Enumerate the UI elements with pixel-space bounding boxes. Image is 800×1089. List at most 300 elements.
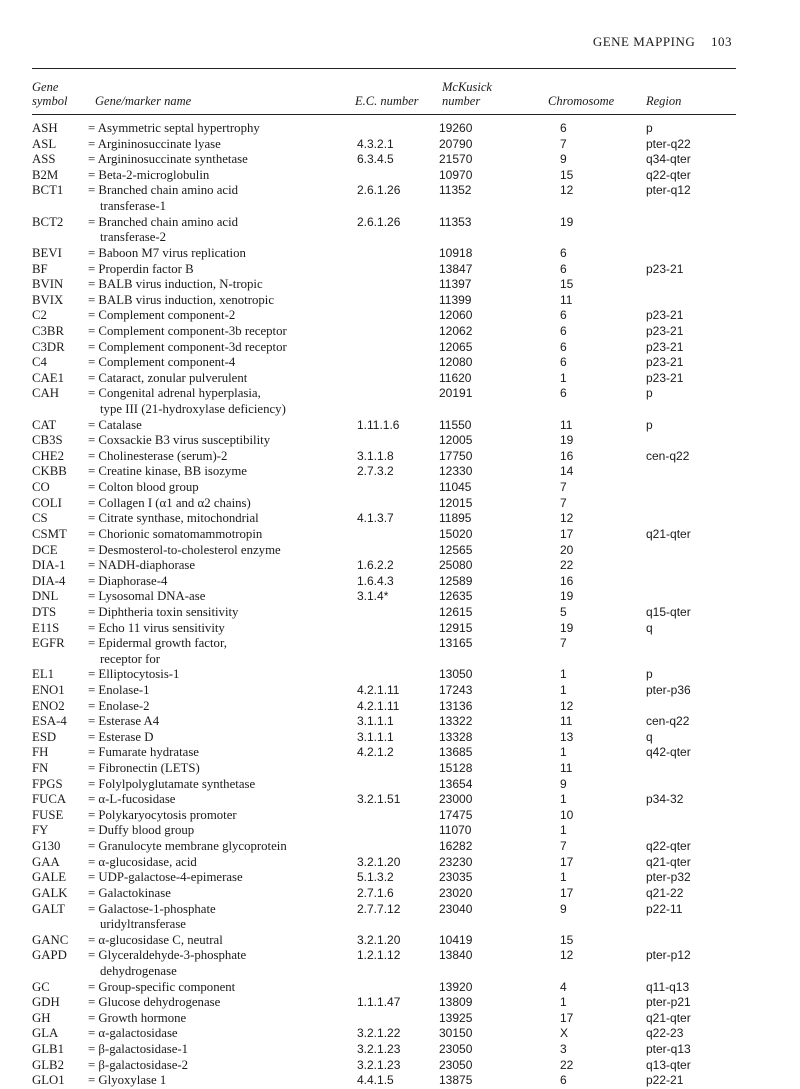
gene-name <box>88 496 251 512</box>
table-row <box>32 433 752 449</box>
gene-symbol: BEVI <box>32 245 62 260</box>
table-row <box>32 418 752 434</box>
chromosome: 1 <box>560 683 567 697</box>
region: q21-qter <box>646 1010 691 1025</box>
mckusick-number: 23040 <box>439 901 473 916</box>
gene-name-line1: = Beta-2-microglobulin <box>88 167 210 182</box>
table-row <box>32 527 752 543</box>
gene-name-line1: = Folylpolyglutamate synthetase <box>88 776 256 791</box>
gene-symbol: CHE2 <box>32 448 64 463</box>
gene-name-line1: = Esterase D <box>88 729 154 744</box>
gene-name-line1: = Chorionic somatomammotropin <box>88 526 263 541</box>
gene-symbol: GLB2 <box>32 1057 64 1072</box>
chromosome: 17 <box>560 1010 574 1025</box>
header-gene-symbol-line2: symbol <box>32 94 68 108</box>
mckusick-number: 13050 <box>439 667 473 682</box>
gene-symbol: CKBB <box>32 464 67 479</box>
gene-name-line1: = Colton blood group <box>88 480 199 495</box>
gene-name-line1: = Fibronectin (LETS) <box>88 761 200 776</box>
gene-name <box>88 886 171 902</box>
table-row <box>32 777 752 793</box>
gene-name <box>88 386 286 417</box>
gene-name <box>88 1011 186 1027</box>
gene-name-line1: = Glucose dehydrogenase <box>88 995 221 1010</box>
region: p23-21 <box>646 339 684 354</box>
gene-name <box>88 449 227 465</box>
header-ec-number: E.C. number <box>355 94 419 108</box>
gene-symbol: FUCA <box>32 792 67 807</box>
gene-symbol: EGFR <box>32 636 65 651</box>
chromosome: 17 <box>560 854 574 869</box>
gene-name-line1: = Diphtheria toxin sensitivity <box>88 604 239 619</box>
gene-name-line1: = Polykaryocytosis promoter <box>88 807 237 822</box>
gene-name <box>88 262 194 278</box>
gene-symbol: GALT <box>32 901 65 916</box>
gene-name <box>88 980 235 996</box>
chromosome: 12 <box>560 698 574 713</box>
gene-symbol: DIA-4 <box>32 573 66 588</box>
table-row <box>32 699 752 715</box>
mckusick-number: 10970 <box>439 167 473 182</box>
running-head <box>593 34 732 50</box>
region: q42-qter <box>646 745 691 760</box>
gene-symbol: GLA <box>32 1026 59 1041</box>
region: cen-q22 <box>646 714 690 729</box>
gene-symbol: DNL <box>32 589 59 604</box>
chromosome: 19 <box>560 589 574 604</box>
region: pter-p32 <box>646 870 691 885</box>
region: q15-qter <box>646 604 691 619</box>
gene-name-line1: = α-glucosidase C, neutral <box>88 932 223 947</box>
region: q21-22 <box>646 885 684 900</box>
mckusick-number: 13875 <box>439 1073 473 1088</box>
table-row <box>32 324 752 340</box>
table-row <box>32 558 752 574</box>
gene-name-line1: = β-galactosidase-1 <box>88 1042 189 1057</box>
table-row <box>32 386 752 417</box>
table-row <box>32 933 752 949</box>
ec-number: 2.7.3.2 <box>357 464 394 479</box>
chromosome: 11 <box>560 761 573 776</box>
mckusick-number: 23230 <box>439 854 473 869</box>
gene-symbol: CAH <box>32 386 60 401</box>
gene-table-body <box>32 121 752 1089</box>
mckusick-number: 15128 <box>439 761 473 776</box>
gene-name <box>88 714 159 730</box>
gene-name-line2: transferase-1 <box>100 199 167 214</box>
gene-name-line1: = α-galactosidase <box>88 1026 178 1041</box>
chromosome: 7 <box>560 839 567 854</box>
gene-name <box>88 480 199 496</box>
chromosome: 1 <box>560 745 567 760</box>
gene-symbol: CS <box>32 511 48 526</box>
ec-number: 4.2.1.11 <box>357 698 400 713</box>
chromosome: 6 <box>560 386 567 401</box>
chromosome: 15 <box>560 277 574 292</box>
mckusick-number: 23020 <box>439 885 473 900</box>
region: p34-32 <box>646 792 684 807</box>
gene-name <box>88 511 259 527</box>
gene-symbol: CAT <box>32 417 57 432</box>
gene-name <box>88 137 221 153</box>
gene-symbol: DIA-1 <box>32 558 66 573</box>
table-top-rule <box>32 68 736 69</box>
gene-symbol: BF <box>32 261 48 276</box>
gene-name <box>88 277 263 293</box>
gene-name <box>88 558 195 574</box>
ec-number: 2.6.1.26 <box>357 183 401 198</box>
mckusick-number: 13328 <box>439 729 473 744</box>
ec-number: 6.3.4.5 <box>357 152 394 167</box>
gene-name-line1: = Elliptocytosis-1 <box>88 667 180 682</box>
gene-name-line1: = Lysosomal DNA-ase <box>88 589 206 604</box>
ec-number: 2.7.7.12 <box>357 901 401 916</box>
chromosome: 1 <box>560 823 567 838</box>
chromosome: 1 <box>560 870 567 885</box>
gene-name <box>88 215 238 246</box>
ec-number: 3.1.1.8 <box>357 448 394 463</box>
mckusick-number: 13685 <box>439 745 473 760</box>
table-row <box>32 293 752 309</box>
chromosome: 9 <box>560 901 567 916</box>
mckusick-number: 17750 <box>439 448 473 463</box>
gene-name-line1: = Asymmetric septal hypertrophy <box>88 121 260 135</box>
page-number: 103 <box>711 34 732 49</box>
table-row <box>32 792 752 808</box>
gene-name-line2: uridyltransferase <box>100 917 186 932</box>
table-row <box>32 870 752 886</box>
chromosome: 9 <box>560 776 567 791</box>
table-row <box>32 1058 752 1074</box>
table-row <box>32 605 752 621</box>
gene-name <box>88 621 225 637</box>
mckusick-number: 20790 <box>439 136 473 151</box>
gene-symbol: CB3S <box>32 433 63 448</box>
header-region: Region <box>646 94 682 108</box>
chromosome: X <box>560 1026 569 1041</box>
gene-name-line1: = Group-specific component <box>88 979 236 994</box>
region: pter-p36 <box>646 683 691 697</box>
gene-symbol: CAE1 <box>32 370 64 385</box>
gene-name-line1: = BALB virus induction, N-tropic <box>88 277 263 292</box>
chromosome: 6 <box>560 355 567 370</box>
mckusick-number: 13654 <box>439 776 473 791</box>
table-row <box>32 730 752 746</box>
region: q21-qter <box>646 854 691 869</box>
mckusick-number: 16282 <box>439 839 473 854</box>
region: p22-21 <box>646 1073 684 1088</box>
gene-name-line1: = Complement component-4 <box>88 355 236 370</box>
gene-name <box>88 418 142 434</box>
region: q11-q13 <box>646 979 690 994</box>
gene-name <box>88 574 167 590</box>
gene-name-line1: = α-L-fucosidase <box>88 792 176 807</box>
mckusick-number: 11353 <box>439 214 472 229</box>
gene-symbol: BCT2 <box>32 214 64 229</box>
ec-number: 2.7.1.6 <box>357 885 394 900</box>
table-row <box>32 121 752 137</box>
ec-number: 3.2.1.20 <box>357 932 401 947</box>
table-row <box>32 277 752 293</box>
ec-number: 3.2.1.20 <box>357 854 401 869</box>
table-row <box>32 371 752 387</box>
ec-number: 1.11.1.6 <box>357 417 400 432</box>
gene-name-line1: = Coxsackie B3 virus susceptibility <box>88 433 271 448</box>
chromosome: 22 <box>560 1057 574 1072</box>
gene-name-line1: = Creatine kinase, BB isozyme <box>88 464 247 479</box>
gene-name <box>88 730 154 746</box>
gene-name-line1: = BALB virus induction, xenotropic <box>88 292 274 307</box>
header-mckusick-line2: number <box>442 94 481 108</box>
chromosome: 7 <box>560 480 567 495</box>
gene-name-line1: = Esterase A4 <box>88 714 160 729</box>
gene-symbol: FUSE <box>32 807 64 822</box>
gene-name-line2: dehydrogenase <box>100 964 177 978</box>
mckusick-number: 12065 <box>439 339 473 354</box>
gene-name-line1: = Enolase-1 <box>88 683 150 697</box>
chromosome: 12 <box>560 511 574 526</box>
chromosome: 7 <box>560 136 567 151</box>
table-row <box>32 714 752 730</box>
ec-number: 1.2.1.12 <box>357 948 401 963</box>
gene-name <box>88 995 220 1011</box>
mckusick-number: 12080 <box>439 355 473 370</box>
table-row <box>32 621 752 637</box>
chromosome: 4 <box>560 979 567 994</box>
gene-symbol: C3DR <box>32 339 65 354</box>
table-row <box>32 215 752 246</box>
mckusick-number: 11620 <box>439 370 472 385</box>
gene-symbol: FY <box>32 823 49 838</box>
header-gene-symbol-line1: Gene <box>32 80 59 94</box>
table-row <box>32 980 752 996</box>
mckusick-number: 12005 <box>439 433 473 448</box>
chromosome: 1 <box>560 995 567 1010</box>
gene-name <box>88 855 197 871</box>
gene-name-line1: = Branched chain amino acid <box>88 214 239 229</box>
mckusick-number: 12635 <box>439 589 473 604</box>
chromosome: 6 <box>560 339 567 354</box>
gene-name <box>88 308 235 324</box>
gene-name <box>88 464 247 480</box>
gene-name-line1: = Complement component-3b receptor <box>88 323 287 338</box>
chromosome: 16 <box>560 448 574 463</box>
gene-name-line1: = Enolase-2 <box>88 698 150 713</box>
gene-name-line1: = Galactose-1-phosphate <box>88 901 216 916</box>
table-row <box>32 823 752 839</box>
gene-name <box>88 636 227 667</box>
chromosome: 14 <box>560 464 574 479</box>
gene-symbol: GAA <box>32 854 60 869</box>
chromosome: 3 <box>560 1042 567 1057</box>
gene-symbol: GH <box>32 1010 51 1025</box>
ec-number: 3.1.1.1 <box>357 714 394 729</box>
chromosome: 11 <box>560 292 573 307</box>
mckusick-number: 12589 <box>439 573 473 588</box>
table-row <box>32 308 752 324</box>
gene-name-line1: = Complement component-3d receptor <box>88 339 287 354</box>
gene-symbol: C2 <box>32 308 47 323</box>
gene-symbol: C4 <box>32 355 47 370</box>
header-mckusick-line1: McKusick <box>442 80 492 94</box>
mckusick-number: 30150 <box>439 1026 473 1041</box>
gene-name-line1: = Citrate synthase, mitochondrial <box>88 511 259 526</box>
gene-name <box>88 246 246 262</box>
mckusick-number: 20191 <box>439 386 473 401</box>
gene-name-line1: = Properdin factor B <box>88 261 194 276</box>
gene-name-line1: = Granulocyte membrane glycoprotein <box>88 839 287 854</box>
gene-symbol: DCE <box>32 542 58 557</box>
table-row <box>32 636 752 667</box>
running-head-title: GENE MAPPING <box>592 34 696 49</box>
gene-symbol: ASS <box>32 152 56 167</box>
gene-symbol: BCT1 <box>32 183 64 198</box>
gene-name <box>88 340 287 356</box>
table-row <box>32 183 752 214</box>
table-row <box>32 449 752 465</box>
table-row <box>32 1073 752 1089</box>
mckusick-number: 23050 <box>439 1042 473 1057</box>
gene-name-line1: = UDP-galactose-4-epimerase <box>88 870 243 885</box>
gene-symbol: BVIX <box>32 292 64 307</box>
gene-symbol: GALE <box>32 870 67 885</box>
gene-symbol: BVIN <box>32 277 64 292</box>
region: p23-21 <box>646 308 684 323</box>
table-row <box>32 152 752 168</box>
ec-number: 3.2.1.23 <box>357 1057 401 1072</box>
mckusick-number: 23050 <box>439 1057 473 1072</box>
chromosome: 1 <box>560 370 567 385</box>
gene-name-line1: = Cholinesterase (serum)-2 <box>88 448 228 463</box>
table-row <box>32 948 752 979</box>
chromosome: 19 <box>560 620 574 635</box>
ec-number: 1.6.4.3 <box>357 573 394 588</box>
gene-symbol: GC <box>32 979 50 994</box>
mckusick-number: 13847 <box>439 261 473 276</box>
chromosome: 19 <box>560 214 574 229</box>
gene-symbol: FPGS <box>32 776 63 791</box>
mckusick-number: 15020 <box>439 526 473 541</box>
gene-symbol: ESD <box>32 729 57 744</box>
mckusick-number: 12615 <box>439 604 473 619</box>
region: q21-qter <box>646 526 691 541</box>
gene-symbol: ASL <box>32 136 57 151</box>
gene-name <box>88 1026 178 1042</box>
gene-symbol: C3BR <box>32 323 65 338</box>
chromosome: 6 <box>560 308 567 323</box>
chromosome: 10 <box>560 807 574 822</box>
gene-symbol: B2M <box>32 167 59 182</box>
region: p23-21 <box>646 261 684 276</box>
gene-name <box>88 667 179 683</box>
mckusick-number: 23000 <box>439 792 473 807</box>
gene-name-line1: = NADH-diaphorase <box>88 558 196 573</box>
ec-number: 1.6.2.2 <box>357 558 394 573</box>
chromosome: 15 <box>560 167 574 182</box>
table-row <box>32 886 752 902</box>
gene-name <box>88 121 260 137</box>
ec-number: 4.2.1.11 <box>357 683 400 697</box>
gene-name <box>88 1058 188 1074</box>
gene-name <box>88 902 216 933</box>
gene-name-line1: = Diaphorase-4 <box>88 573 168 588</box>
gene-name <box>88 1073 166 1089</box>
gene-name-line1: = Complement component-2 <box>88 308 236 323</box>
gene-symbol: ESA-4 <box>32 714 67 729</box>
region: p23-21 <box>646 323 684 338</box>
region: p23-21 <box>646 370 684 385</box>
table-row <box>32 995 752 1011</box>
chromosome: 7 <box>560 636 567 651</box>
region: cen-q22 <box>646 448 690 463</box>
header-gene-symbol <box>32 80 67 108</box>
chromosome: 6 <box>560 1073 567 1088</box>
table-row <box>32 902 752 933</box>
gene-name <box>88 605 238 621</box>
chromosome: 6 <box>560 245 567 260</box>
gene-name <box>88 777 255 793</box>
mckusick-number: 12015 <box>439 495 473 510</box>
chromosome: 15 <box>560 932 574 947</box>
ec-number: 3.1.1.1 <box>357 729 394 744</box>
table-row <box>32 855 752 871</box>
gene-name <box>88 168 209 184</box>
mckusick-number: 12915 <box>439 620 473 635</box>
gene-name-line1: = Fumarate hydratase <box>88 745 199 760</box>
ec-number: 5.1.3.2 <box>357 870 394 885</box>
ec-number: 4.4.1.5 <box>357 1073 394 1088</box>
region: pter-q12 <box>646 183 691 198</box>
gene-symbol: CSMT <box>32 526 67 541</box>
gene-name <box>88 371 247 387</box>
mckusick-number: 11045 <box>439 480 472 495</box>
gene-name <box>88 948 246 979</box>
mckusick-number: 10918 <box>439 245 473 260</box>
mckusick-number: 11070 <box>439 823 472 838</box>
gene-symbol: G130 <box>32 839 61 854</box>
region: pter-q22 <box>646 136 691 151</box>
gene-symbol: FN <box>32 761 49 776</box>
gene-name <box>88 761 200 777</box>
gene-name-line1: = Collagen I (α1 and α2 chains) <box>88 495 251 510</box>
region: q22-qter <box>646 839 691 854</box>
table-row <box>32 1011 752 1027</box>
gene-name <box>88 745 199 761</box>
gene-name <box>88 823 194 839</box>
header-chromosome: Chromosome <box>548 94 615 108</box>
table-row <box>32 1026 752 1042</box>
chromosome: 5 <box>560 604 567 619</box>
table-row <box>32 511 752 527</box>
mckusick-number: 11550 <box>439 417 472 432</box>
table-row <box>32 464 752 480</box>
region: q34-qter <box>646 152 691 167</box>
gene-name <box>88 1042 188 1058</box>
gene-name-line1: = Catalase <box>88 417 142 432</box>
gene-name <box>88 808 237 824</box>
ec-number: 3.1.4* <box>357 589 389 604</box>
mckusick-number: 13920 <box>439 979 473 994</box>
mckusick-number: 13840 <box>439 948 473 963</box>
table-row <box>32 137 752 153</box>
mckusick-number: 11399 <box>439 292 472 307</box>
region: q22-qter <box>646 167 691 182</box>
chromosome: 6 <box>560 323 567 338</box>
gene-name-line1: = Echo 11 virus sensitivity <box>88 620 225 635</box>
gene-name <box>88 183 238 214</box>
gene-name-line1: = β-galactosidase-2 <box>88 1057 189 1072</box>
gene-name <box>88 433 270 449</box>
